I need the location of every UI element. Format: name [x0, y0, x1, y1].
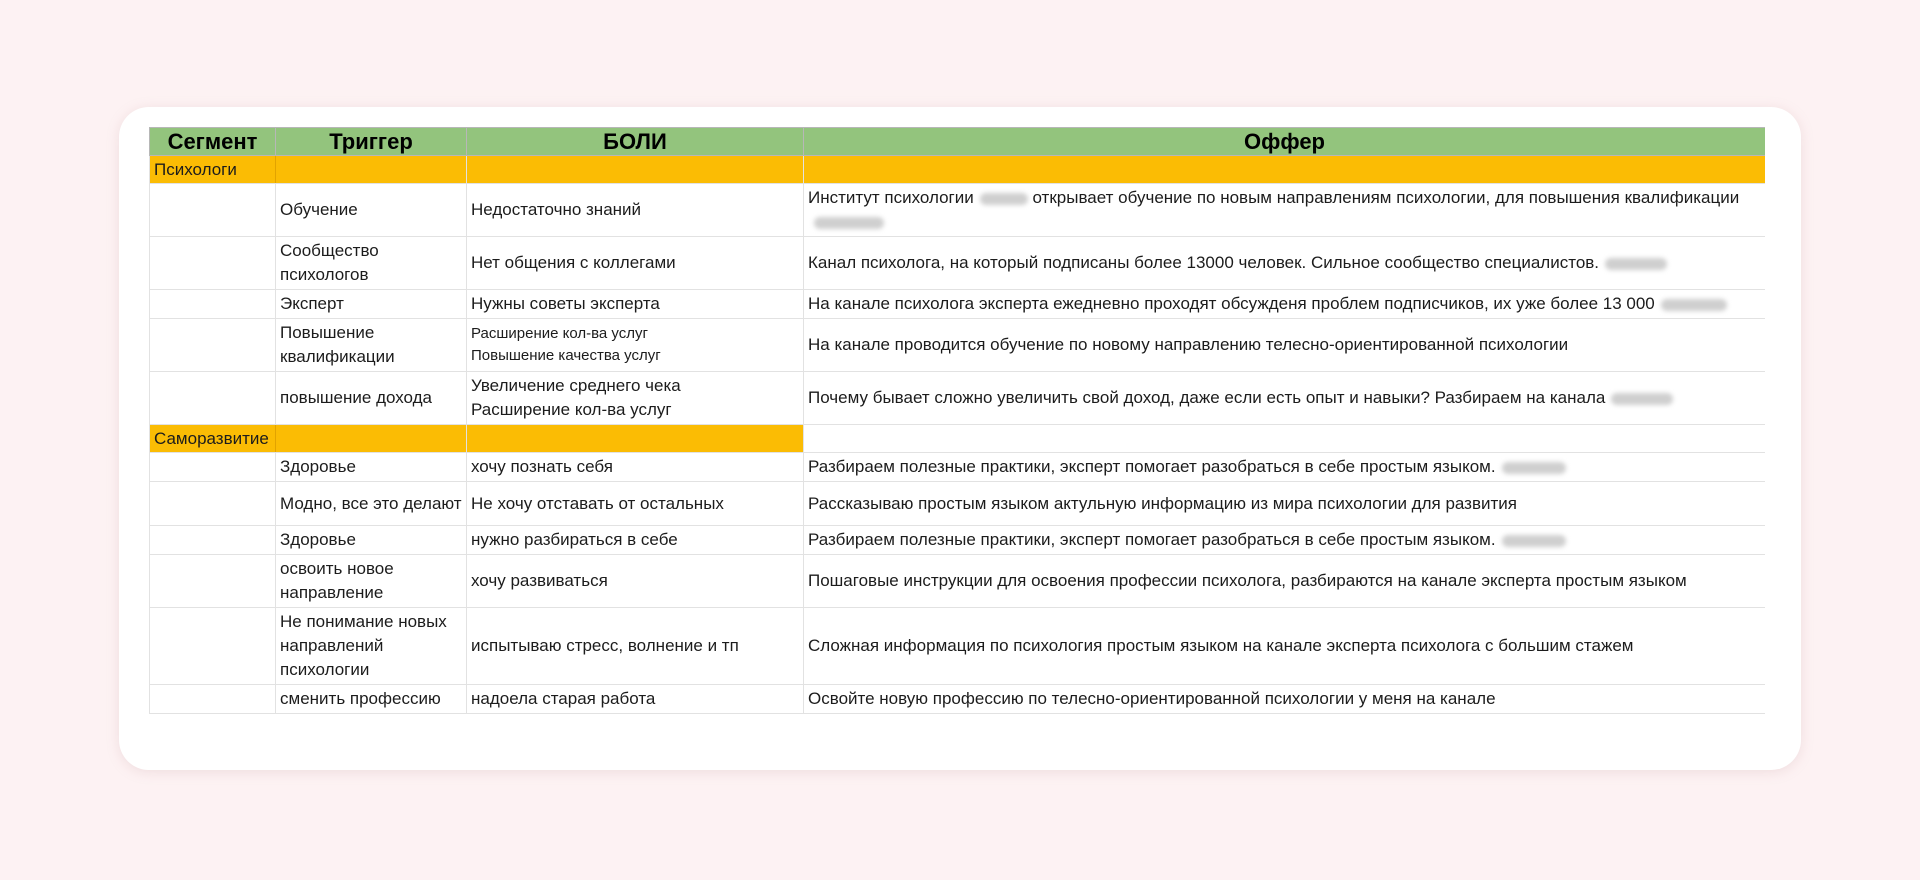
offer-text: Институт психологии [808, 188, 974, 207]
trigger-cell[interactable]: освоить новое направление [276, 555, 467, 608]
table-cell[interactable] [276, 156, 467, 184]
table-row [150, 184, 1766, 237]
pain-line: Расширение кол-ва услуг [471, 400, 672, 419]
pain-cell[interactable]: нужно разбираться в себе [467, 526, 804, 555]
pain-line: Расширение кол-ва услуг [471, 325, 648, 342]
offer-cell[interactable] [804, 453, 1766, 482]
table-cell[interactable] [276, 425, 467, 453]
table-cell[interactable] [150, 685, 276, 714]
table-row [150, 453, 1766, 482]
table-row [150, 482, 1766, 526]
table-cell[interactable] [150, 319, 276, 372]
trigger-cell[interactable]: Эксперт [276, 290, 467, 319]
redacted-name [980, 193, 1028, 205]
segment-name[interactable]: Психологи [150, 156, 276, 184]
redacted-name [814, 217, 884, 229]
offer-cell[interactable] [804, 526, 1766, 555]
table-cell[interactable] [150, 372, 276, 425]
table-cell[interactable] [804, 156, 1766, 184]
table-cell[interactable] [150, 555, 276, 608]
header-segment[interactable]: Сегмент [150, 128, 276, 156]
offer-cell[interactable]: Освойте новую профессию по телесно-ориентированной психологии у меня на канале [804, 685, 1766, 714]
table-cell[interactable] [150, 453, 276, 482]
redacted-name [1502, 462, 1566, 474]
offer-text: Разбираем полезные практики, эксперт помогает разобраться в себе простым языком. [808, 530, 1496, 549]
table-cell[interactable] [150, 608, 276, 685]
table-row [150, 290, 1766, 319]
offer-cell[interactable]: Пошаговые инструкции для освоения профессии психолога, разбираются на канале эксперта простым языком [804, 555, 1766, 608]
trigger-cell[interactable]: повышение дохода [276, 372, 467, 425]
pain-cell[interactable]: хочу познать себя [467, 453, 804, 482]
header-row [150, 128, 1766, 156]
pain-cell[interactable]: хочу развиваться [467, 555, 804, 608]
table-row [150, 685, 1766, 714]
offer-text: Разбираем полезные практики, эксперт помогает разобраться в себе простым языком. [808, 457, 1496, 476]
redacted-name [1661, 299, 1727, 311]
table-cell[interactable] [804, 425, 1766, 453]
trigger-cell[interactable]: Модно, все это делают [276, 482, 467, 526]
pain-cell[interactable]: испытываю стресс, волнение и тп [467, 608, 804, 685]
table-cell[interactable] [150, 482, 276, 526]
offer-cell[interactable]: Рассказываю простым языком актульную информацию из мира психологии для развития [804, 482, 1766, 526]
pain-line: Повышение качества услуг [471, 347, 661, 364]
header-trigger[interactable]: Триггер [276, 128, 467, 156]
pain-cell[interactable]: Не хочу отставать от остальных [467, 482, 804, 526]
table-row [150, 555, 1766, 608]
offer-cell[interactable]: На канале проводится обучение по новому направлению телесно-ориентированной психологии [804, 319, 1766, 372]
segment-name[interactable]: Саморазвитие [150, 425, 276, 453]
trigger-cell[interactable]: Здоровье [276, 453, 467, 482]
trigger-cell[interactable]: Повышение квалификации [276, 319, 467, 372]
offer-text-cont: открывает обучение по новым направлениям психологии, для повышения квалификации [1032, 188, 1740, 207]
spreadsheet [149, 127, 1765, 728]
trigger-cell[interactable]: Сообщество психологов [276, 237, 467, 290]
offer-cell[interactable] [804, 290, 1766, 319]
offer-cell[interactable] [804, 372, 1766, 425]
offer-cell[interactable] [804, 184, 1766, 237]
table-row [150, 319, 1766, 372]
table-cell[interactable] [467, 156, 804, 184]
table-row [150, 526, 1766, 555]
offer-cell[interactable]: Сложная информация по психология простым языком на канале эксперта психолога с большим стажем [804, 608, 1766, 685]
segments-table [149, 127, 1765, 714]
header-pain[interactable]: БОЛИ [467, 128, 804, 156]
header-offer[interactable]: Оффер [804, 128, 1766, 156]
offer-text: Канал психолога, на который подписаны более 13000 человек. Сильное сообщество специалистов. [808, 253, 1600, 272]
trigger-cell[interactable]: Не понимание новых направлений психологии [276, 608, 467, 685]
table-cell[interactable] [150, 290, 276, 319]
table-row [150, 608, 1766, 685]
pain-cell[interactable]: Нет общения с коллегами [467, 237, 804, 290]
pain-cell[interactable] [467, 372, 804, 425]
table-cell[interactable] [467, 425, 804, 453]
pain-line: Увеличение среднего чека [471, 376, 681, 395]
offer-text: На канале психолога эксперта ежедневно проходят обсужденя проблем подписчиков, их уже более 13 000 [808, 294, 1655, 313]
segment-row-self-development [150, 425, 1766, 453]
table-cell[interactable] [150, 526, 276, 555]
redacted-name [1502, 535, 1566, 547]
trigger-cell[interactable]: сменить профессию [276, 685, 467, 714]
table-cell[interactable] [150, 184, 276, 237]
pain-cell[interactable]: Нужны советы эксперта [467, 290, 804, 319]
trigger-cell[interactable]: Здоровье [276, 526, 467, 555]
pain-cell[interactable]: надоела старая работа [467, 685, 804, 714]
pain-cell[interactable]: Недостаточно знаний [467, 184, 804, 237]
trigger-cell[interactable]: Обучение [276, 184, 467, 237]
offer-text: Почему бывает сложно увеличить свой доход, даже если есть опыт и навыки? Разбираем на канала [808, 388, 1606, 407]
pain-cell[interactable] [467, 319, 804, 372]
redacted-name [1611, 393, 1673, 405]
table-row [150, 237, 1766, 290]
table-cell[interactable] [150, 237, 276, 290]
redacted-name [1605, 258, 1667, 270]
segment-row-psychologists [150, 156, 1766, 184]
table-row [150, 372, 1766, 425]
offer-cell[interactable] [804, 237, 1766, 290]
